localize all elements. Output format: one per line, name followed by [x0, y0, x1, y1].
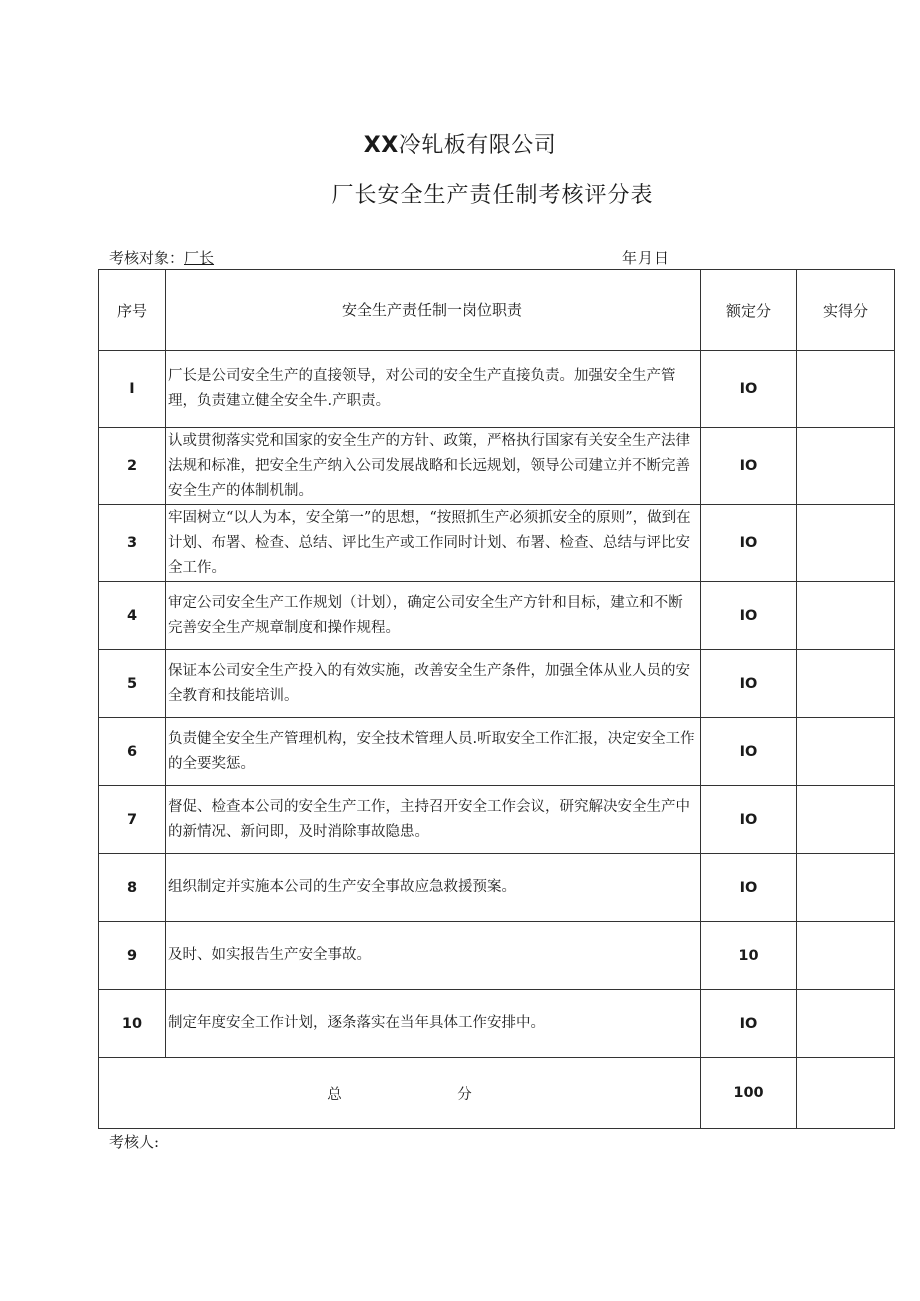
row-actual-input[interactable] — [797, 582, 895, 650]
col-header-actual: 实得分 — [797, 270, 895, 351]
row-no: 3 — [99, 505, 166, 582]
company-name: 冷轧板有限公司 — [398, 133, 557, 158]
total-score: 100 — [701, 1058, 797, 1129]
form-title: 厂长安全生产责任制考核评分表 — [331, 183, 654, 208]
row-duty: 制定年度安全工作计划，逐条落实在当年具体工作安排中。 — [166, 990, 701, 1058]
target-value: 厂长 — [184, 249, 215, 267]
row-score: IO — [701, 854, 797, 922]
row-score: IO — [701, 718, 797, 786]
total-label — [99, 1058, 701, 1129]
table-row — [99, 718, 895, 786]
row-no: 4 — [99, 582, 166, 650]
row-no: 5 — [99, 650, 166, 718]
row-score: 10 — [701, 922, 797, 990]
row-actual-input[interactable] — [797, 718, 895, 786]
score-table — [98, 269, 895, 1129]
table-row — [99, 650, 895, 718]
row-duty: 及时、如实报告生产安全事故。 — [166, 922, 701, 990]
col-header-duty: 安全生产责任制一岗位职责 — [166, 270, 701, 351]
company-prefix: XX — [363, 133, 399, 158]
row-score: IO — [701, 351, 797, 428]
row-actual-input[interactable] — [797, 428, 895, 505]
total-label-a: 总 — [327, 1086, 342, 1103]
assessment-target — [109, 247, 214, 268]
table-row — [99, 922, 895, 990]
row-duty: 督促、检查本公司的安全生产工作，主持召开安全工作会议，研究解决安全生产中的新情况、新问即，及时消除事故隐患。 — [166, 786, 701, 854]
date-field: 年月日 — [622, 249, 671, 267]
row-actual-input[interactable] — [797, 854, 895, 922]
table-row — [99, 582, 895, 650]
row-duty: 认或贯彻落实党和国家的安全生产的方针、政策，严格执行国家有关安全生产法律法规和标准，把安全生产纳入公司发展战略和长远规划，领导公司建立并不断完善安全生产的体制机制。 — [166, 428, 701, 505]
row-actual-input[interactable] — [797, 990, 895, 1058]
row-duty: 牢固树立“以人为本，安全第一”的思想，“按照抓生产必须抓安全的原则”，做到在计划、布署、检查、总结、评比生产或工作同时计划、布署、检查、总结与评比安全工作。 — [166, 505, 701, 582]
row-no: 7 — [99, 786, 166, 854]
row-duty: 保证本公司安全生产投入的有效实施，改善安全生产条件，加强全体从业人员的安全教育和技能培训。 — [166, 650, 701, 718]
row-duty: 组织制定并实施本公司的生产安全事故应急救援预案。 — [166, 854, 701, 922]
table-row — [99, 505, 895, 582]
col-header-score: 额定分 — [701, 270, 797, 351]
row-no: I — [99, 351, 166, 428]
row-no: 2 — [99, 428, 166, 505]
col-header-no: 序号 — [99, 270, 166, 351]
row-score: IO — [701, 505, 797, 582]
row-duty: 厂长是公司安全生产的直接领导，对公司的安全生产直接负责。加强安全生产管理，负责建立健全安全牛.产职责。 — [166, 351, 701, 428]
row-no: 6 — [99, 718, 166, 786]
row-actual-input[interactable] — [797, 650, 895, 718]
row-no: 10 — [99, 990, 166, 1058]
row-actual-input[interactable] — [797, 505, 895, 582]
table-header-row — [99, 270, 895, 351]
company-title — [0, 128, 920, 159]
table-row — [99, 854, 895, 922]
row-no: 8 — [99, 854, 166, 922]
table-row — [99, 428, 895, 505]
total-row — [99, 1058, 895, 1129]
row-score: IO — [701, 650, 797, 718]
row-score: IO — [701, 990, 797, 1058]
row-score: IO — [701, 428, 797, 505]
row-actual-input[interactable] — [797, 922, 895, 990]
table-row — [99, 786, 895, 854]
reviewer-label: 考核人: — [109, 1133, 160, 1151]
row-no: 9 — [99, 922, 166, 990]
table-row — [99, 351, 895, 428]
row-actual-input[interactable] — [797, 351, 895, 428]
row-score: IO — [701, 582, 797, 650]
row-duty: 负责健全安全生产管理机构，安全技术管理人员.听取安全工作汇报，决定安全工作的全要奖惩。 — [166, 718, 701, 786]
target-label: 考核对象： — [109, 249, 185, 267]
table-row — [99, 990, 895, 1058]
row-actual-input[interactable] — [797, 786, 895, 854]
row-duty: 审定公司安全生产工作规划（计划），确定公司安全生产方针和目标，建立和不断完善安全生产规章制度和操作规程。 — [166, 582, 701, 650]
row-score: IO — [701, 786, 797, 854]
total-label-b: 分 — [457, 1086, 472, 1103]
total-actual-input[interactable] — [797, 1058, 895, 1129]
